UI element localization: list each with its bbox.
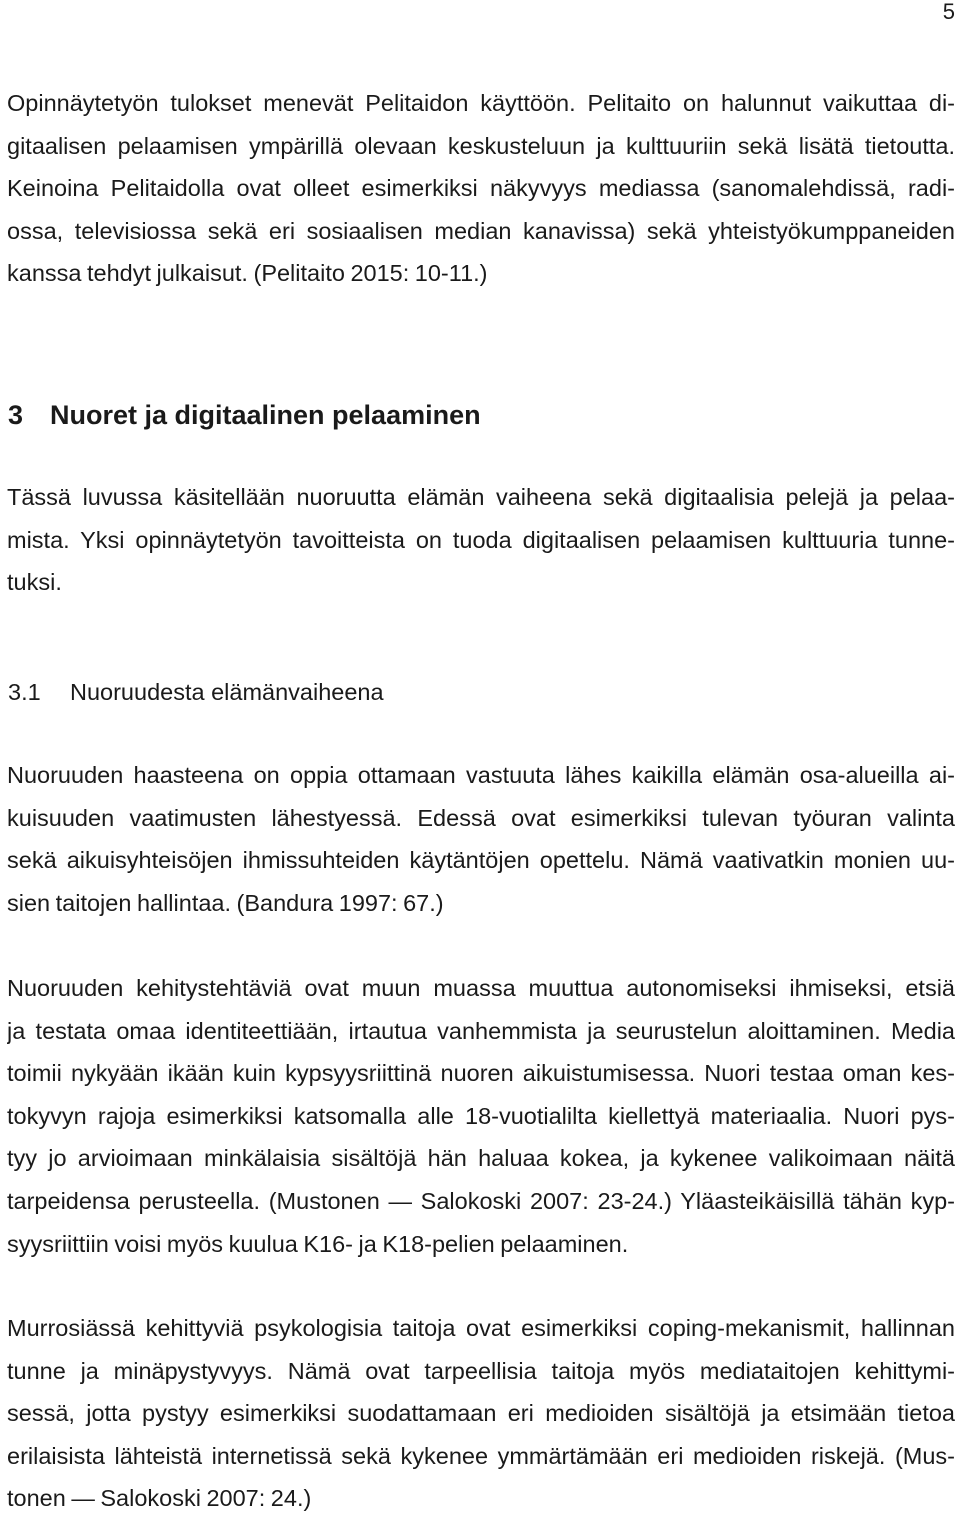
paragraph-line: ja testata omaa identiteettiään, irtautua vanhemmista ja seurustelun aloittaminen. Media	[7, 1017, 955, 1044]
section-paragraph	[7, 760, 955, 918]
paragraph-line: sien taitojen hallintaa. (Bandura 1997: 67.)	[7, 889, 444, 916]
paragraph-line: tokyvyn rajoja esimerkiksi katsomalla alle 18-vuotialilta kiellettyä materiaalia. Nuori pys-	[7, 1102, 955, 1129]
chapter-intro-paragraph	[7, 482, 955, 597]
page-number: 5	[942, 0, 955, 24]
paragraph-line: kanssa tehdyt julkaisut. (Pelitaito 2015: 10-11.)	[7, 260, 488, 287]
paragraph-line: kuisuuden vaatimusten lähestyessä. Edessä ovat esimerkiksi tulevan työuran valinta	[7, 804, 955, 831]
paragraph-line: syysriittiin voisi myös kuulua K16- ja K18-pelien pelaaminen.	[7, 1230, 629, 1257]
paragraph-line: tonen — Salokoski 2007: 24.)	[7, 1485, 312, 1512]
paragraph-line: sessä, jotta pystyy esimerkiksi suodattamaan eri medioiden sisältöjä ja etsimään tietoa	[7, 1400, 955, 1427]
paragraph-line: Nuoruuden kehitystehtäviä ovat muun muassa muuttua autonomiseksi ihmiseksi, etsiä	[7, 975, 955, 1001]
paragraph-line: tyy jo arvioimaan minkälaisia sisältöjä hän haluaa kokea, ja kykenee valikoimaan näitä	[7, 1145, 955, 1172]
section-number: 3.1	[8, 679, 41, 705]
paragraph-line: mista. Yksi opinnäytetyön tavoitteista on tuoda digitaalisen pelaamisen kulttuuria tunne-	[7, 526, 955, 553]
paragraph-line: Opinnäytetyön tulokset menevät Pelitaidon käyttöön. Pelitaito on halunnut vaikuttaa di-	[7, 90, 955, 116]
paragraph-line: tunne ja minäpystyvyys. Nämä ovat tarpeellisia taitoja myös mediataitojen kehittymi-	[7, 1357, 955, 1384]
chapter-title: Nuoret ja digitaalinen pelaaminen	[50, 400, 481, 430]
paragraph-line: Tässä luvussa käsitellään nuoruutta elämän vaiheena sekä digitaalisia pelejä ja pelaa-	[7, 484, 955, 510]
paragraph-line: tarpeidensa perusteella. (Mustonen — Salokoski 2007: 23-24.) Yläasteikäisillä tähän kyp-	[7, 1187, 955, 1214]
paragraph-line: ossa, televisiossa sekä eri sosiaalisen median kanavissa) sekä yhteistyökumppaneiden	[7, 217, 955, 244]
paragraph-line: Murrosiässä kehittyviä psykologisia taitoja ovat esimerkiksi coping-mekanismit, hallinnan	[7, 1315, 955, 1341]
chapter-number: 3	[8, 400, 24, 430]
paragraph-line: sekä aikuisyhteisöjen ihmissuhteiden käytäntöjen opettelu. Nämä vaativatkin monien uu-	[7, 847, 955, 874]
section-title: Nuoruudesta elämänvaiheena	[70, 679, 384, 705]
paragraph-line: tuksi.	[7, 569, 62, 596]
paragraph-line: erilaisista lähteistä internetissä sekä kykenee ymmärtämään eri medioiden riskejä. (Mus-	[7, 1442, 955, 1469]
paragraph-line: toimii nykyään ikään kuin kypsyysriittinä nuoren aikuistumisessa. Nuori testaa oman kes-	[7, 1060, 955, 1087]
paragraph-line: gitaalisen pelaamisen ympärillä olevaan keskusteluun ja kulttuuriin sekä lisätä tietoutta.	[7, 132, 955, 159]
intro-paragraph	[7, 88, 955, 288]
section-heading	[8, 677, 384, 707]
paragraph-line: Nuoruuden haasteena on oppia ottamaan vastuuta lähes kaikilla elämän osa-alueilla ai-	[7, 762, 955, 788]
paragraph-line: Keinoina Pelitaidolla ovat olleet esimerkiksi näkyvyys mediassa (sanomalehdissä, radi-	[7, 175, 955, 202]
chapter-heading	[8, 398, 481, 432]
section-paragraph	[7, 1313, 955, 1513]
section-paragraph	[7, 973, 955, 1259]
